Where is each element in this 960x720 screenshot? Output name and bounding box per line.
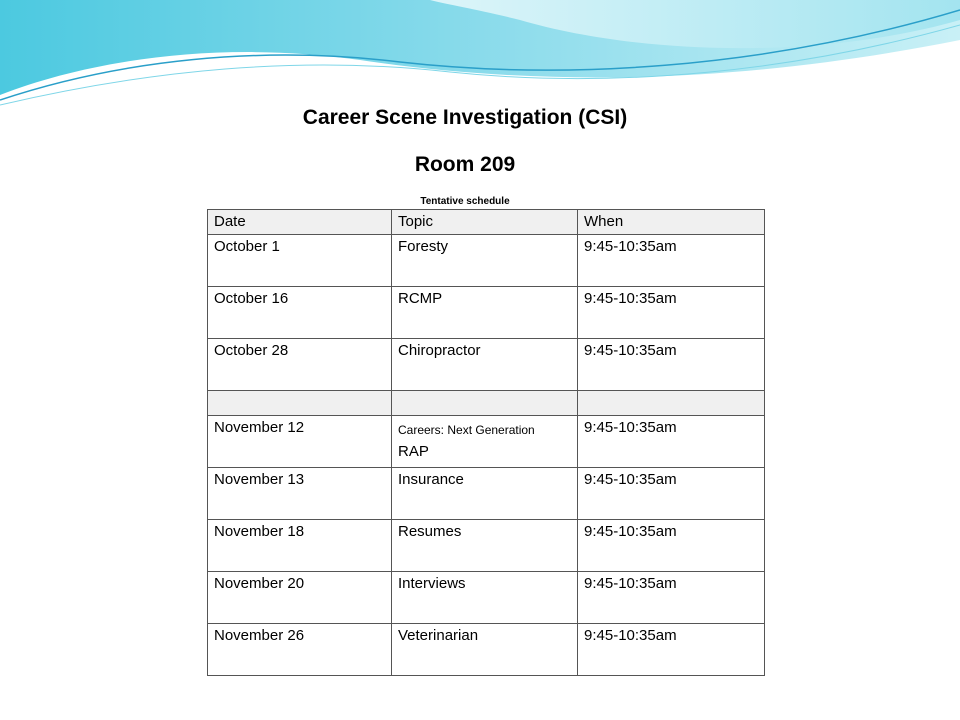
cell-when: 9:45-10:35am <box>578 572 765 624</box>
table-row <box>208 287 765 339</box>
cell-date: November 26 <box>208 624 392 676</box>
cell-when: 9:45-10:35am <box>578 520 765 572</box>
cell-when: 9:45-10:35am <box>578 235 765 287</box>
cell-topic-main: Careers: Next Generation <box>398 423 535 437</box>
cell-date <box>208 391 392 416</box>
cell-date: November 13 <box>208 468 392 520</box>
cell-topic: Chiropractor <box>392 339 578 391</box>
cell-date: October 1 <box>208 235 392 287</box>
schedule-table <box>207 209 765 676</box>
table-row <box>208 468 765 520</box>
header-when: When <box>578 210 765 235</box>
header-topic: Topic <box>392 210 578 235</box>
cell-topic <box>392 416 578 468</box>
header-wave-decoration <box>0 0 960 120</box>
cell-topic: RCMP <box>392 287 578 339</box>
cell-when: 9:45-10:35am <box>578 339 765 391</box>
table-caption: Tentative schedule <box>420 196 510 207</box>
cell-date: November 18 <box>208 520 392 572</box>
table-row <box>208 520 765 572</box>
cell-date: October 16 <box>208 287 392 339</box>
table-row-blank <box>208 391 765 416</box>
cell-topic: Interviews <box>392 572 578 624</box>
cell-when <box>578 391 765 416</box>
cell-topic <box>392 391 578 416</box>
cell-date: November 20 <box>208 572 392 624</box>
cell-date: November 12 <box>208 416 392 468</box>
table-row <box>208 339 765 391</box>
table-row <box>208 572 765 624</box>
cell-topic: Veterinarian <box>392 624 578 676</box>
cell-topic: Insurance <box>392 468 578 520</box>
cell-when: 9:45-10:35am <box>578 468 765 520</box>
header-date: Date <box>208 210 392 235</box>
cell-topic: Resumes <box>392 520 578 572</box>
cell-when: 9:45-10:35am <box>578 287 765 339</box>
cell-date: October 28 <box>208 339 392 391</box>
table-row <box>208 235 765 287</box>
room-label: Room 209 <box>414 153 516 176</box>
table-row <box>208 624 765 676</box>
cell-when: 9:45-10:35am <box>578 624 765 676</box>
table-header-row <box>208 210 765 235</box>
cell-topic-sub: RAP <box>398 443 429 460</box>
table-row <box>208 416 765 468</box>
page-title: Career Scene Investigation (CSI) <box>302 106 628 129</box>
cell-topic: Foresty <box>392 235 578 287</box>
cell-when: 9:45-10:35am <box>578 416 765 468</box>
